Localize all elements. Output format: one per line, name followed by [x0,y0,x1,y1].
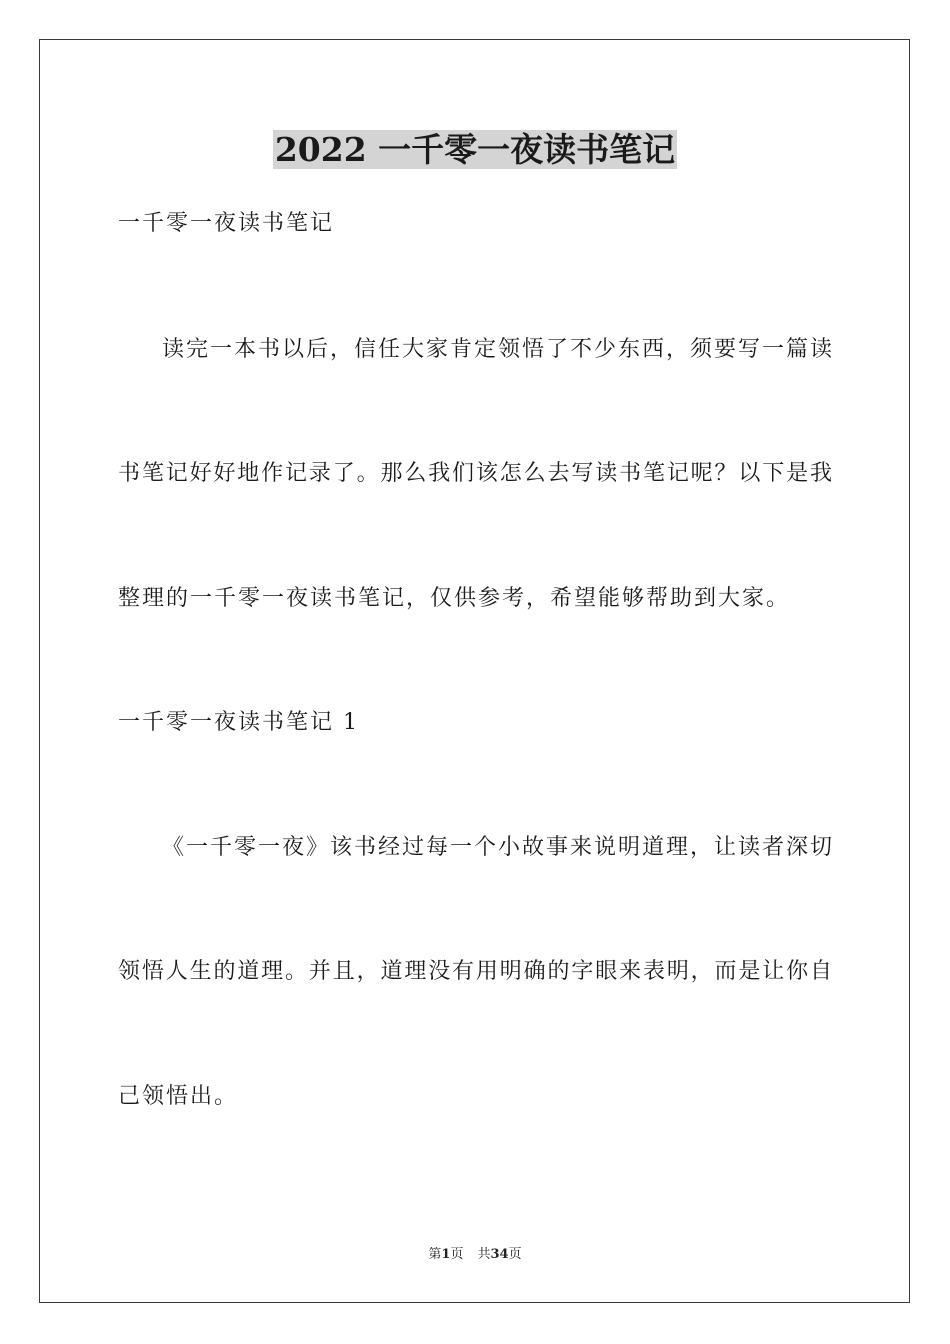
paragraph-2-line-2: 领悟人生的道理。并且，道理没有用明确的字眼来表明，而是让你自 [118,959,832,984]
section-1-heading: 一千零一夜读书笔记 1 [118,710,359,735]
paragraph-2-line-3: 己领悟出。 [118,1084,239,1109]
document-title [0,128,950,172]
footer-page-prefix: 第 [428,1247,442,1262]
footer-total-suffix: 页 [508,1247,522,1262]
paragraph-1-line-1: 读完一本书以后，信任大家肯定领悟了不少东西，须要写一篇读 [162,337,832,362]
paragraph-2-line-1: 《一千零一夜》该书经过每一个小故事来说明道理，让读者深切 [162,835,832,860]
footer-page-suffix: 页 [450,1247,464,1262]
footer-page-current: 1 [441,1247,451,1262]
footer-page-total: 34 [490,1247,509,1262]
document-title-text: 2022 一千零一夜读书笔记 [274,130,676,169]
paragraph-1-line-3: 整理的一千零一夜读书笔记，仅供参考，希望能够帮助到大家。 [118,586,791,611]
footer-total-prefix: 共 [477,1247,491,1262]
page-footer [0,1246,950,1264]
document-subtitle: 一千零一夜读书笔记 [118,211,335,236]
paragraph-1-line-2: 书笔记好好地作记录了。那么我们该怎么去写读书笔记呢？以下是我 [118,461,832,486]
